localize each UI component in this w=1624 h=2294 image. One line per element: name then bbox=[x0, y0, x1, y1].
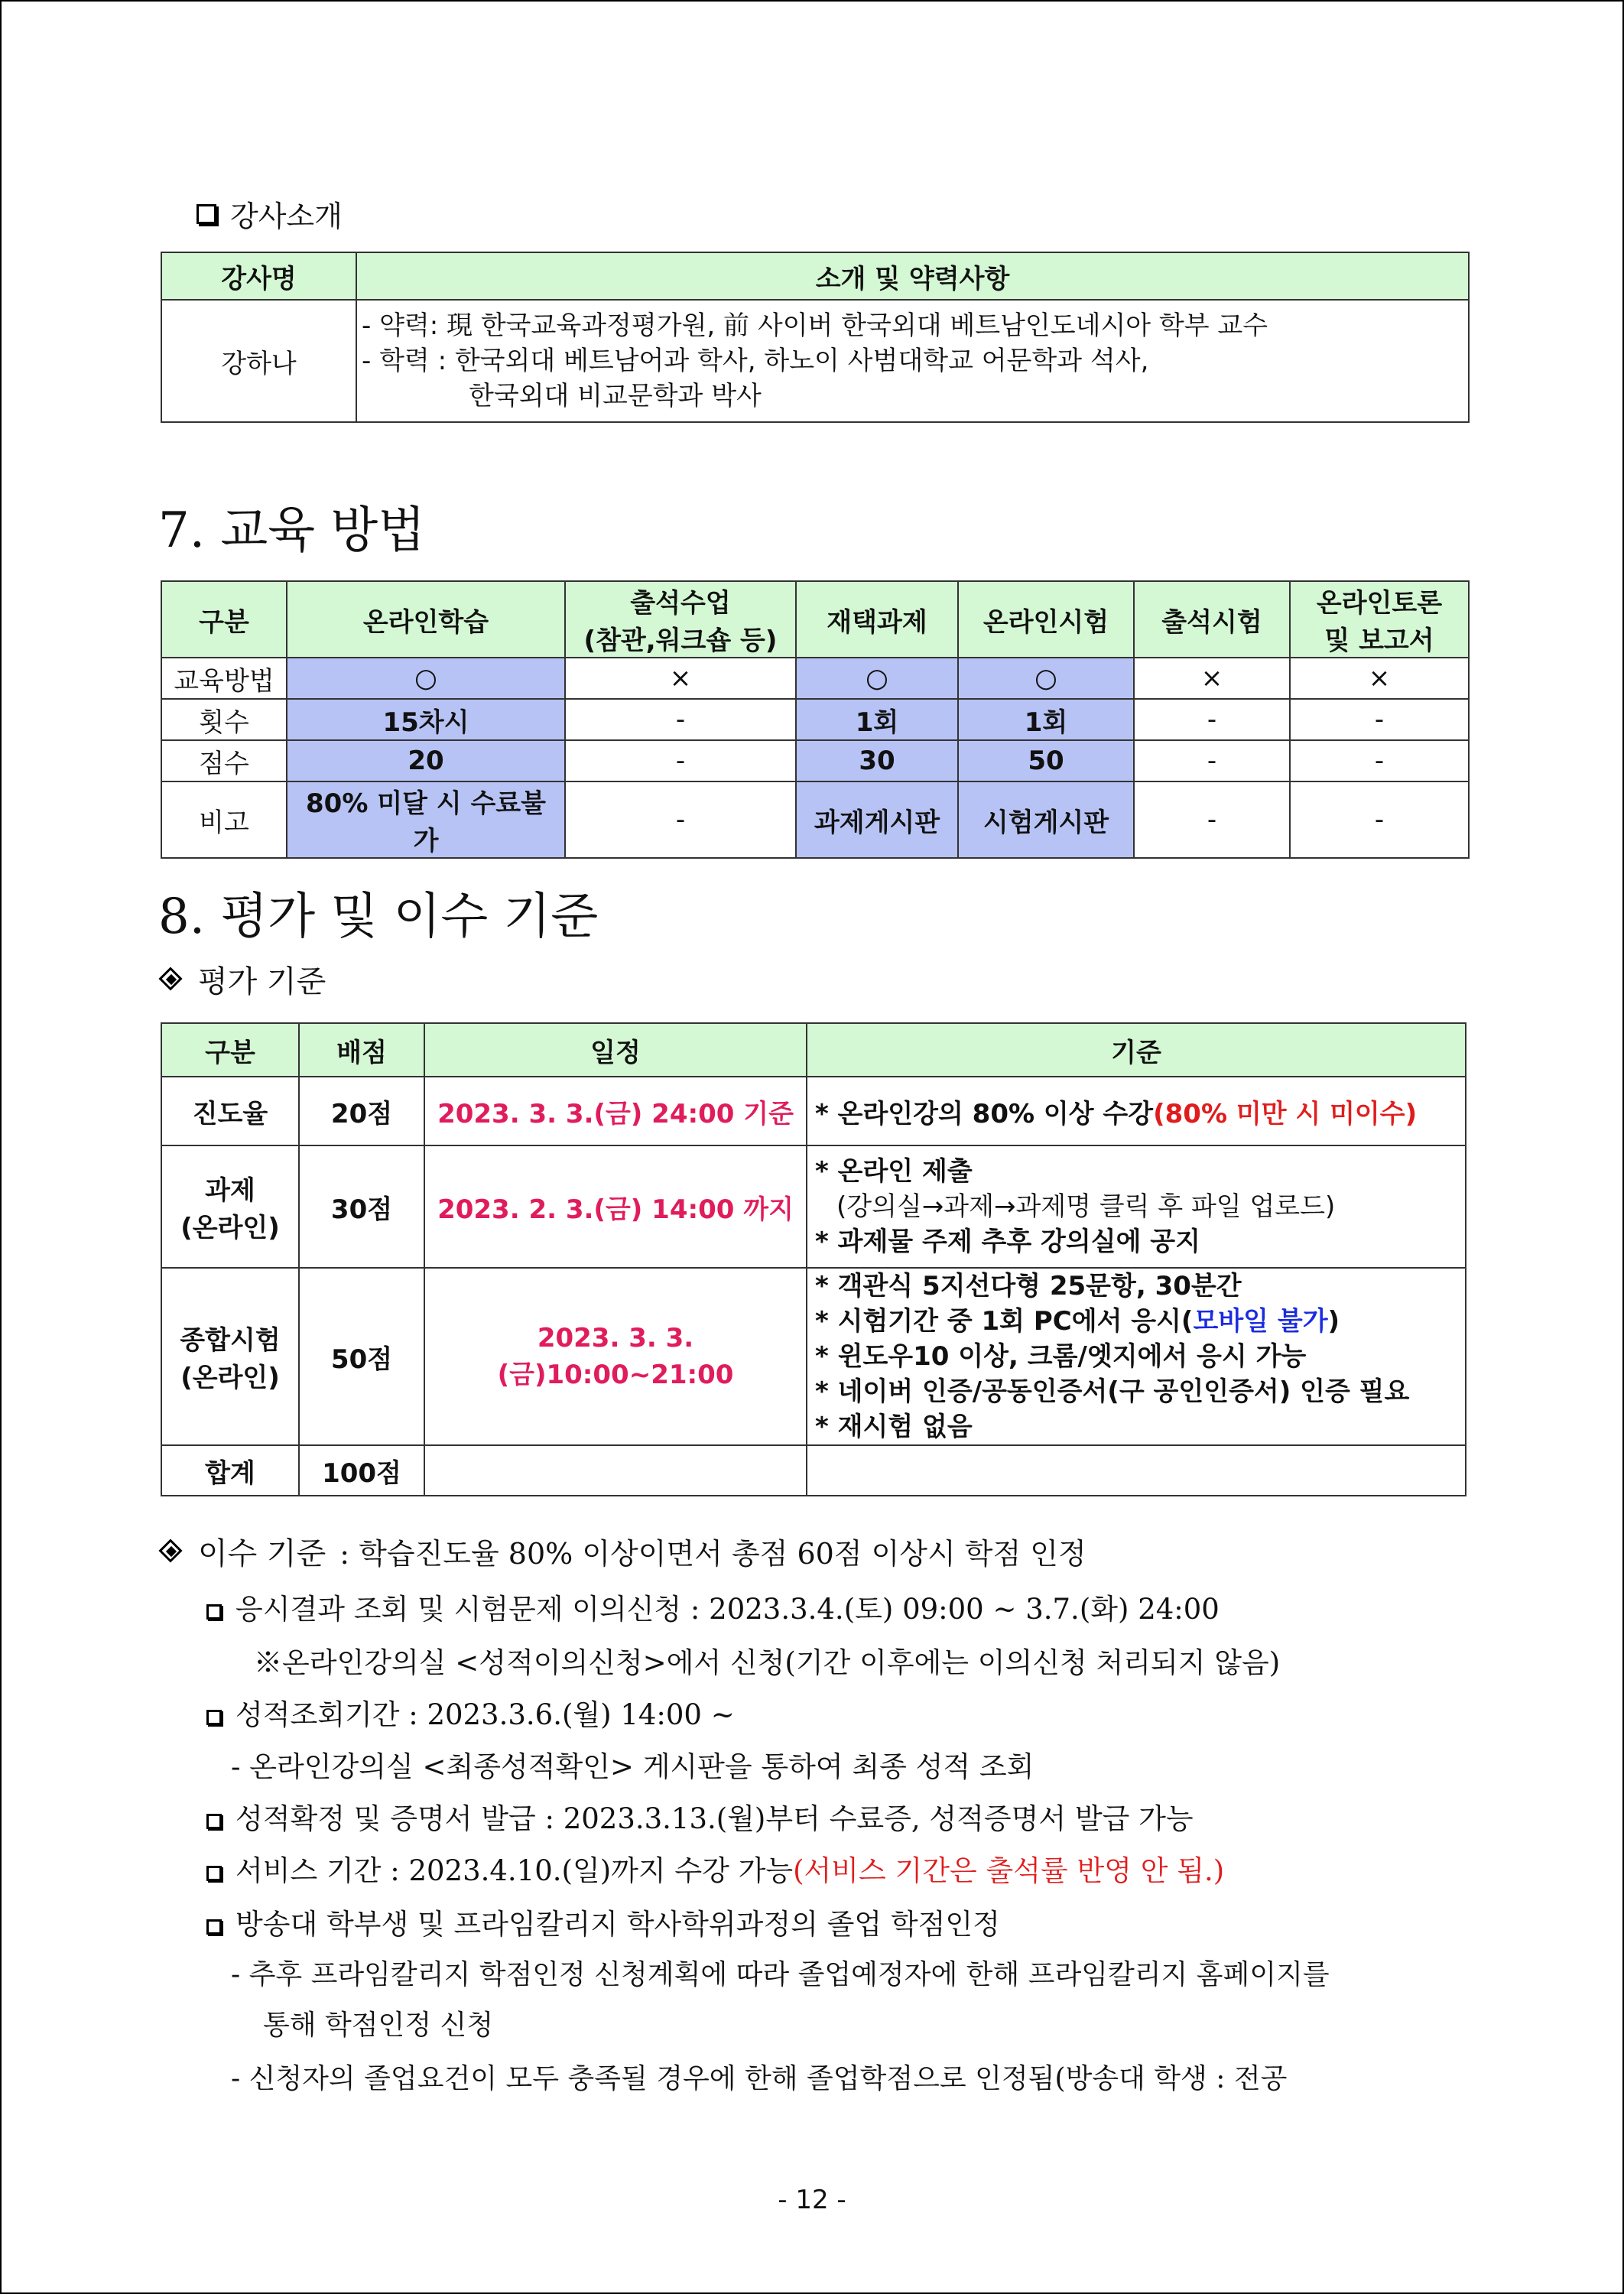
table-cell: - bbox=[1290, 781, 1469, 858]
criteria-line: * 재시험 없음 bbox=[815, 1412, 973, 1442]
header-criteria: 기준 bbox=[807, 1023, 1466, 1077]
criteria-line: * 과제물 주제 추후 강의실에 공지 bbox=[815, 1227, 1200, 1257]
table-row bbox=[161, 740, 1469, 781]
row-label: 점수 bbox=[161, 740, 287, 781]
table-row bbox=[161, 1445, 1466, 1496]
section-8-title: 8. 평가 및 이수 기준 bbox=[158, 889, 599, 945]
checkbox-bullet-icon bbox=[206, 1814, 222, 1829]
table-cell: 과제게시판 bbox=[796, 781, 958, 858]
score-cell: 100점 bbox=[299, 1445, 424, 1496]
criteria-line bbox=[815, 1304, 1457, 1339]
header-category: 구분 bbox=[161, 1023, 299, 1077]
completion-heading bbox=[158, 1529, 1086, 1573]
checkbox-bullet-icon bbox=[206, 1866, 222, 1881]
score-cell: 50점 bbox=[299, 1268, 424, 1445]
evaluation-table bbox=[161, 1022, 1466, 1496]
header-instructor-intro: 소개 및 약력사항 bbox=[356, 252, 1469, 300]
criteria-line: (강의실→과제→과제명 클릭 후 파일 업로드) bbox=[836, 1191, 1336, 1222]
criteria-line: * 객관식 5지선다형 25문항, 30분간 bbox=[815, 1271, 1242, 1301]
header-online-discussion bbox=[1290, 581, 1469, 658]
bio-line: - 학력 : 한국외대 베트남어과 학사, 하노이 사범대학교 어문학과 석사, bbox=[362, 346, 1149, 376]
item-text: 응시결과 조회 및 시험문제 이의신청 : 2023.3.4.(토) 09:00 ~ 3.7.(화) 24:00 bbox=[235, 1593, 1220, 1626]
instructor-table bbox=[161, 252, 1470, 423]
table-row bbox=[161, 1145, 1466, 1268]
criteria-line: * 온라인 제출 bbox=[815, 1156, 973, 1187]
diamond-bullet-icon bbox=[158, 967, 184, 993]
criteria-line: * 윈도우10 이상, 크롬/엣지에서 응시 가능 bbox=[815, 1341, 1307, 1372]
header-category: 구분 bbox=[161, 581, 287, 658]
criteria-text: * 온라인강의 80% 이상 수강 bbox=[815, 1098, 1154, 1129]
eval-heading-text: 평가 기준 bbox=[198, 964, 326, 999]
criteria-line: * 네이버 인증/공동인증서(구 공인인증서) 인증 필요 bbox=[815, 1376, 1410, 1407]
row-label: 교육방법 bbox=[161, 658, 287, 699]
table-row bbox=[161, 658, 1469, 699]
table-cell: 20 bbox=[287, 740, 565, 781]
completion-item bbox=[206, 1691, 735, 1733]
schedule-cell: 2023. 3. 3.(금) 24:00 기준 bbox=[424, 1077, 807, 1145]
row-label: 합계 bbox=[161, 1445, 299, 1496]
completion-dash: - 신청자의 졸업요건이 모두 충족될 경우에 한해 졸업학점으로 인정됨(방송대 학생 : 전공 bbox=[231, 2063, 1288, 2094]
criteria-cell bbox=[807, 1145, 1466, 1268]
table-cell: × bbox=[1134, 658, 1290, 699]
checkbox-bullet-icon bbox=[206, 1604, 222, 1620]
header-instructor-name: 강사명 bbox=[161, 252, 356, 300]
completion-note: ※온라인강의실 <성적이의신청>에서 신청(기간 이후에는 이의신청 처리되지 않음) bbox=[254, 1646, 1281, 1679]
header-line: 및 보고서 bbox=[1324, 625, 1434, 656]
table-cell: ○ bbox=[287, 658, 565, 699]
label-line: (온라인) bbox=[180, 1363, 280, 1393]
table-cell: × bbox=[565, 658, 796, 699]
completion-item bbox=[206, 1795, 1194, 1837]
table-cell: × bbox=[1290, 658, 1469, 699]
checkbox-bullet-icon bbox=[197, 204, 216, 224]
row-label bbox=[161, 1145, 299, 1268]
schedule-cell bbox=[424, 1445, 807, 1496]
table-cell: 80% 미달 시 수료불가 bbox=[287, 781, 565, 858]
header-attendance-class bbox=[565, 581, 796, 658]
criteria-cell bbox=[807, 1268, 1466, 1445]
criteria-text: ) bbox=[1327, 1306, 1340, 1337]
header-line: 출석수업 bbox=[630, 588, 731, 619]
row-label: 진도율 bbox=[161, 1077, 299, 1145]
instructor-bio bbox=[356, 300, 1469, 422]
table-cell: ○ bbox=[796, 658, 958, 699]
row-label bbox=[161, 1268, 299, 1445]
table-cell: 30 bbox=[796, 740, 958, 781]
score-cell: 20점 bbox=[299, 1077, 424, 1145]
schedule-cell: 2023. 2. 3.(금) 14:00 까지 bbox=[424, 1145, 807, 1268]
label-line: 과제 bbox=[205, 1175, 255, 1206]
table-cell: - bbox=[1134, 781, 1290, 858]
criteria-highlight: 모바일 불가 bbox=[1193, 1306, 1328, 1337]
section-7-title: 7. 교육 방법 bbox=[158, 502, 426, 559]
bio-line: 한국외대 비교문학과 박사 bbox=[469, 381, 762, 411]
instructor-heading bbox=[197, 193, 343, 235]
item-text: 성적조회기간 : 2023.3.6.(월) 14:00 ~ bbox=[235, 1698, 735, 1731]
header-schedule: 일정 bbox=[424, 1023, 807, 1077]
schedule-cell: 2023. 3. 3.(금)10:00~21:00 bbox=[424, 1268, 807, 1445]
row-label: 비고 bbox=[161, 781, 287, 858]
criteria-warning: (80% 미만 시 미이수) bbox=[1153, 1098, 1418, 1129]
checkbox-bullet-icon bbox=[206, 1919, 222, 1935]
criteria-cell bbox=[807, 1077, 1466, 1145]
criteria-cell bbox=[807, 1445, 1466, 1496]
score-cell: 30점 bbox=[299, 1145, 424, 1268]
table-cell: - bbox=[1134, 699, 1290, 740]
table-row bbox=[161, 1268, 1466, 1445]
completion-item bbox=[206, 1586, 1220, 1627]
table-cell: 1회 bbox=[958, 699, 1134, 740]
criteria-text: * 시험기간 중 1회 PC에서 응시( bbox=[815, 1306, 1194, 1337]
table-cell: 1회 bbox=[796, 699, 958, 740]
table-row bbox=[161, 781, 1469, 858]
item-text: 방송대 학부생 및 프라임칼리지 학사학위과정의 졸업 학점인정 bbox=[235, 1908, 1000, 1941]
completion-dash: - 온라인강의실 <최종성적확인> 게시판을 통하여 최종 성적 조회 bbox=[231, 1750, 1034, 1783]
label-line: (온라인) bbox=[180, 1213, 280, 1243]
eval-heading bbox=[158, 957, 326, 1001]
diamond-bullet-icon bbox=[158, 1539, 184, 1565]
table-row bbox=[161, 1077, 1466, 1145]
item-text: 서비스 기간 : 2023.4.10.(일)까지 수강 가능 bbox=[235, 1854, 794, 1887]
completion-item bbox=[206, 1847, 1224, 1889]
header-line: (참관,워크숍 등) bbox=[583, 625, 778, 656]
page-number: - 12 - bbox=[778, 2185, 846, 2215]
instructor-heading-text: 강사소개 bbox=[230, 200, 343, 233]
completion-item bbox=[206, 1901, 1000, 1942]
header-line: 온라인토론 bbox=[1316, 588, 1443, 619]
table-cell: ○ bbox=[958, 658, 1134, 699]
row-label: 횟수 bbox=[161, 699, 287, 740]
completion-text: : 학습진도율 80% 이상이면서 총점 60점 이상시 학점 인정 bbox=[339, 1537, 1086, 1571]
table-cell: - bbox=[1134, 740, 1290, 781]
table-cell: - bbox=[565, 740, 796, 781]
table-cell: - bbox=[1290, 740, 1469, 781]
header-attendance-exam: 출석시험 bbox=[1134, 581, 1290, 658]
header-online-exam: 온라인시험 bbox=[958, 581, 1134, 658]
table-cell: - bbox=[1290, 699, 1469, 740]
item-warning: (서비스 기간은 출석률 반영 안 됨.) bbox=[793, 1854, 1225, 1887]
completion-dash: - 추후 프라임칼리지 학점인정 신청계획에 따라 졸업예정자에 한해 프라임칼리지 홈페이지를 bbox=[231, 1959, 1330, 1990]
instructor-name: 강하나 bbox=[161, 300, 356, 422]
header-score: 배점 bbox=[299, 1023, 424, 1077]
checkbox-bullet-icon bbox=[206, 1710, 222, 1725]
header-home-assignment: 재택과제 bbox=[796, 581, 958, 658]
bio-line: - 약력: 現 한국교육과정평가원, 前 사이버 한국외대 베트남인도네시아 학부 교수 bbox=[362, 310, 1268, 341]
completion-label: 이수 기준 bbox=[198, 1536, 326, 1571]
completion-cont: 통해 학점인정 신청 bbox=[263, 2010, 494, 2041]
table-cell: 시험게시판 bbox=[958, 781, 1134, 858]
education-method-table bbox=[161, 580, 1470, 859]
item-text: 성적확정 및 증명서 발급 : 2023.3.13.(월)부터 수료증, 성적증명서 발급 가능 bbox=[235, 1802, 1194, 1835]
table-cell: 15차시 bbox=[287, 699, 565, 740]
table-cell: 50 bbox=[958, 740, 1134, 781]
table-cell: - bbox=[565, 699, 796, 740]
header-online-learning: 온라인학습 bbox=[287, 581, 565, 658]
label-line: 종합시험 bbox=[180, 1325, 281, 1356]
table-cell: - bbox=[565, 781, 796, 858]
table-row bbox=[161, 699, 1469, 740]
